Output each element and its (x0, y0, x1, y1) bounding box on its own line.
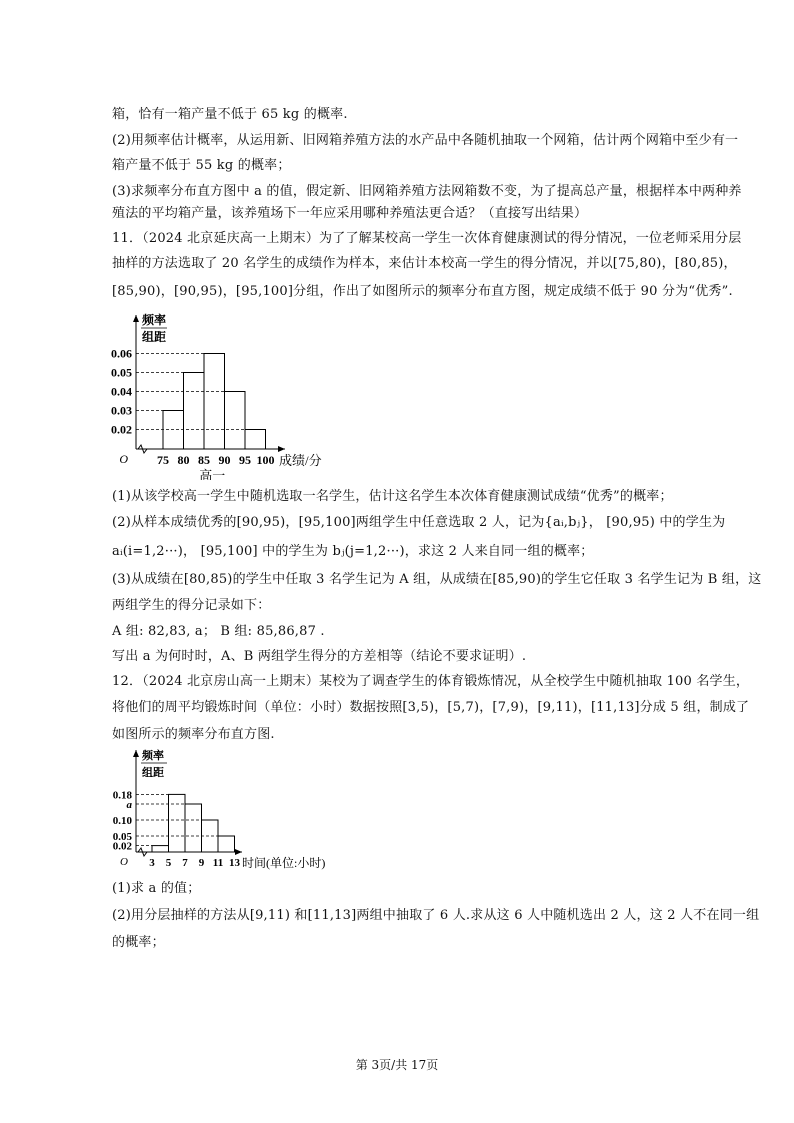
question-12-heading: 12．（2024 北京房山高一上期末）某校为了调查学生的体育锻炼情况，从全校学生中随机抽取 100 名学生， (112, 674, 750, 689)
histogram-grade-chart (100, 305, 360, 484)
y-tick-label: 0.18 (112, 789, 132, 802)
histogram-bar (185, 804, 202, 852)
x-axis-sublabel: 高一 (199, 468, 226, 480)
y-axis-arrow (133, 750, 139, 757)
y-tick-label: 0.04 (111, 384, 132, 399)
y-tick-label: 0.05 (112, 831, 132, 843)
x-tick-label: 5 (165, 857, 172, 869)
text-line: (1)求 a 的值； (112, 881, 201, 896)
y-tick-label: 0.05 (111, 365, 132, 380)
text-line: (3)求频率分布直方图中 a 的值，假定新、旧网箱养殖方法网箱数不变，为了提高总产量，根据样本中两种养 (112, 184, 742, 199)
x-tick-label: 13 (229, 857, 240, 869)
text-line: [85,90)，[90,95)，[95,100]分组，作出了如图所示的频率分布直方图，规定成绩不低于 90 分为“优秀”. (112, 284, 733, 299)
histogram-grade-svg (100, 305, 360, 480)
x-tick-label: 3 (149, 857, 155, 869)
histogram-bar (184, 373, 205, 450)
x-tick-label: 100 (256, 453, 275, 467)
x-axis-label: 时间(单位:小时) (242, 856, 326, 870)
text-line: (2)用分层抽样的方法从[9,11) 和[11,13]两组中抽取了 6 人.求从这 6 人中随机选出 2 人，这 2 人不在同一组 (112, 908, 760, 923)
x-tick-label: 85 (198, 453, 210, 467)
group-scores: A 组: 82,83, a； B 组: 85,86,87 . (112, 624, 325, 639)
y-tick-label: 0.06 (111, 346, 132, 361)
histogram-bar (225, 392, 246, 450)
y-tick-label: 0.02 (111, 422, 132, 437)
x-axis-label: 成绩/分 (279, 453, 322, 468)
text-line: 箱产量不低于 55 kg 的概率； (112, 158, 291, 173)
origin-label: O (120, 856, 128, 868)
y-tick-label: 0.03 (111, 403, 132, 418)
text-line: 写出 a 为何时时，A、B 两组学生得分的方差相等（结论不要求证明）. (112, 649, 527, 664)
histogram-time-svg (100, 744, 370, 872)
histogram-bar (204, 354, 225, 450)
text-line: 如图所示的频率分布直方图. (112, 727, 275, 742)
x-tick-label: 95 (239, 453, 251, 467)
histogram-time-chart (100, 744, 370, 876)
text-line: (2)用频率估计概率，从运用新、旧网箱养殖方法的水产品中各随机抽取一个网箱，估计两个网箱中至少有一 (112, 133, 739, 148)
y-tick-label: 0.10 (112, 815, 132, 827)
x-tick-label: 90 (218, 453, 231, 467)
x-tick-label: 9 (198, 857, 205, 869)
text-line: (1)从该学校高一学生中随机选取一名学生，估计这名学生本次体育健康测试成绩“优秀”的概率； (112, 489, 673, 504)
y-tick-label: 0.02 (112, 840, 132, 853)
x-tick-label: 75 (157, 453, 169, 467)
x-tick-label: 7 (182, 857, 188, 869)
x-tick-label: 11 (212, 857, 224, 869)
x-axis-arrow (235, 849, 242, 855)
text-line: aᵢ(i=1,2···)， [95,100] 中的学生为 bⱼ(j=1,2···)，求这 2 人来自同一组的概率； (112, 544, 594, 559)
text-line: 抽样的方法选取了 20 名学生的成绩作为样本，来估计本校高一学生的得分情况，并以[75,80)，[80,85)， (112, 256, 737, 271)
text-line: 的概率； (112, 935, 165, 950)
page-footer: 第 3页/共 17页 (355, 1058, 439, 1072)
y-axis-arrow (133, 315, 139, 322)
histogram-bar (245, 430, 266, 450)
histogram-bar (218, 836, 235, 852)
origin-label: O (119, 452, 128, 466)
y-axis-label-top: 频率 (142, 750, 164, 762)
x-axis-arrow (278, 446, 285, 452)
text-line: 箱，恰有一箱产量不低于 65 kg 的概率. (112, 107, 348, 122)
text-line: 将他们的周平均锻炼时间（单位：小时）数据按照[3,5)，[5,7)，[7,9)，[9,11)，[11,13]分成 5 组，制成了 (112, 700, 750, 715)
y-tick-label: a (126, 799, 132, 811)
question-11-heading: 11．（2024 北京延庆高一上期末）为了了解某校高一学生一次体育健康测试的得分情况，一位老师采用分层 (112, 231, 742, 246)
y-axis-label-bottom: 组距 (142, 330, 167, 344)
text-line: (2)从样本成绩优秀的[90,95)，[95,100]两组学生中任意选取 2 人，记为{aᵢ,bⱼ}， [90,95) 中的学生为 (112, 515, 726, 530)
histogram-bar (152, 846, 169, 852)
y-axis-label-top: 频率 (142, 313, 167, 327)
text-line: 两组学生的得分记录如下： (112, 598, 271, 613)
x-tick-label: 80 (177, 453, 190, 467)
y-axis-label-bottom: 组距 (142, 767, 164, 779)
text-line: (3)从成绩在[80,85)的学生中任取 3 名学生记为 A 组，从成绩在[85,90)的学生它任取 3 名学生记为 B 组，这 (112, 572, 762, 587)
text-line: 殖法的平均箱产量，该养殖场下一年应采用哪种养殖法更合适？（直接写出结果） (112, 206, 588, 221)
histogram-bar (169, 794, 186, 852)
